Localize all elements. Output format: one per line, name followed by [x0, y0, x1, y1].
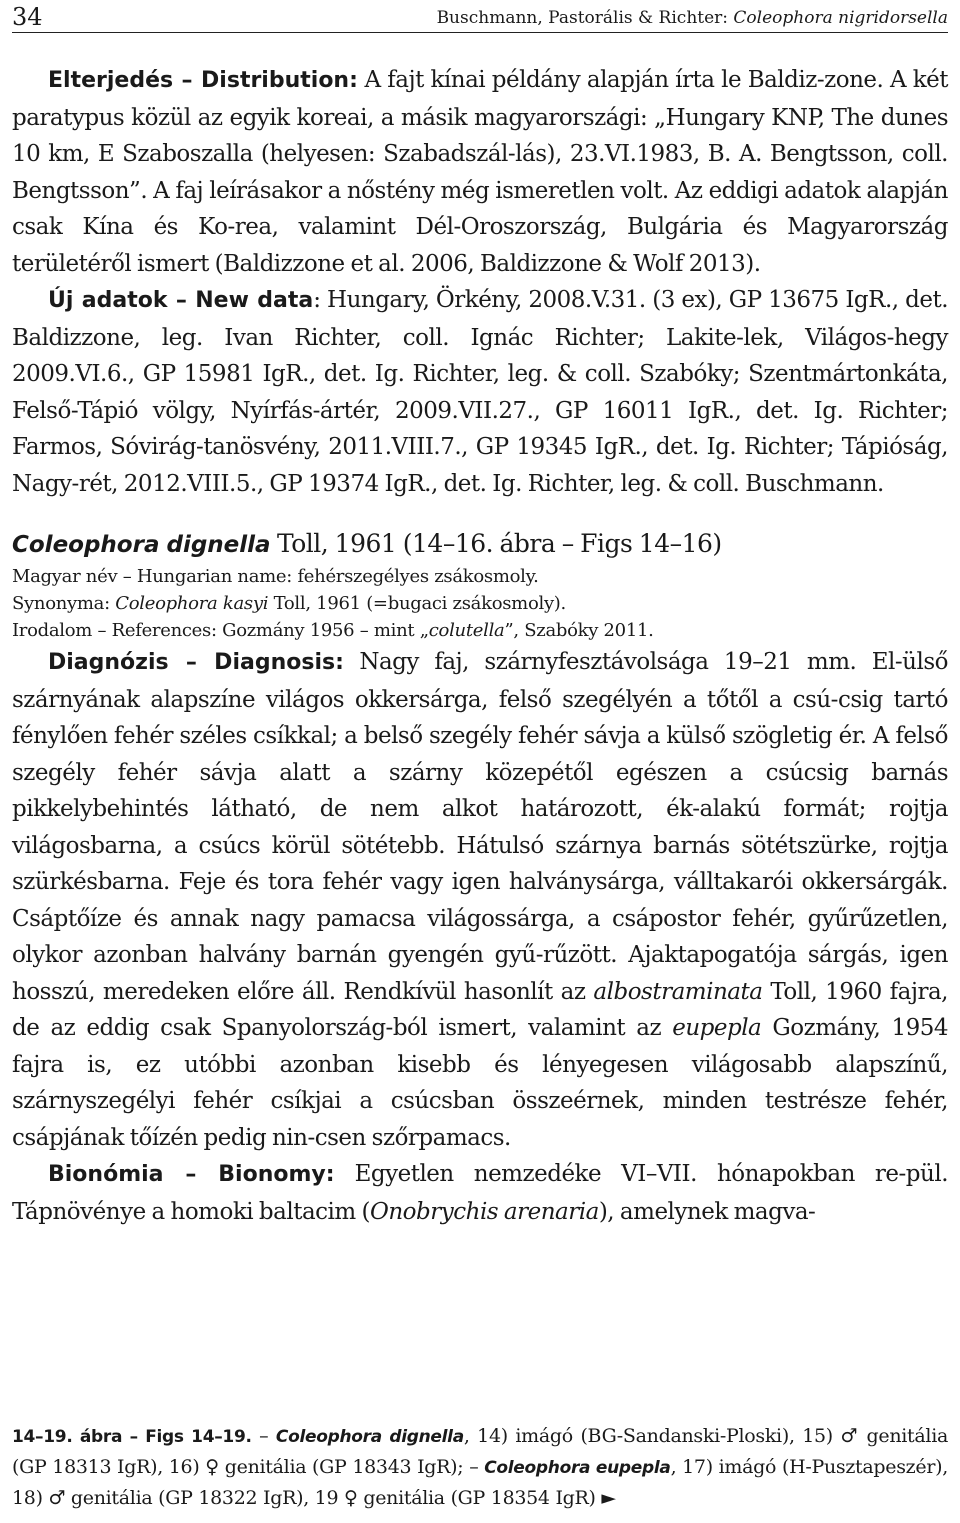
running-head: [437, 6, 948, 30]
distribution-paragraph: [12, 62, 948, 282]
references-line: [12, 617, 948, 644]
running-head-title: Coleophora nigridorsella: [733, 8, 948, 28]
new-data-text: : Hungary, Örkény, 2008.V.31. (3 ex), GP 13675 IgR., det. Baldizzone, leg. Ivan Richter, coll. Ignác Richter; Lakite-lek, Világos-hegy 2009.VI.6., GP 15981 IgR., det. Ig. Richter, leg. & coll. Szabóky; Szentmártonkáta, Felső-Tápió völgy, Nyírfás-ártér, 2009.VII.27., GP 16011 IgR., det. Ig. Richter; Farmos, Sóvirág-tanösvény, 2011.VIII.7., GP 19345 IgR., det. Ig. Richter; Tápióság, Nagy-rét, 2012.VIII.5., GP 19374 IgR., det. Ig. Richter, leg. & coll. Buschmann.: [12, 287, 949, 497]
caption-text-6: genitália (GP 18354 IgR): [357, 1487, 602, 1509]
bionomy-paragraph: [12, 1156, 948, 1230]
bionomy-italic: Onobrychis arenaria: [370, 1198, 599, 1225]
synonym-suffix: Toll, 1961 (=bugaci zsákosmoly).: [268, 593, 566, 614]
diagnosis-text-2: Toll, 1960 fajra, de az eddig csak Spanyolország-ból ismert, valamint az: [12, 978, 948, 1041]
bionomy-heading: Bionómia – Bionomy:: [48, 1162, 335, 1187]
female-symbol-icon: ♀: [344, 1487, 358, 1509]
species-name: Coleophora dignella: [12, 532, 271, 558]
female-symbol-icon: ♀: [205, 1456, 219, 1478]
hungarian-name-line: Magyar név – Hungarian name: fehérszegélyes zsákosmoly.: [12, 566, 539, 587]
caption-text-1: , 14) imágó (BG-Sandanski-Ploski), 15): [463, 1425, 841, 1447]
synonym-name: Coleophora kasyi: [115, 593, 269, 614]
new-data-heading: Új adatok – New data: [48, 288, 314, 313]
caption-text-3: genitália (GP 18343 IgR); –: [218, 1456, 485, 1478]
page-header: [12, 2, 948, 33]
references-prefix: Irodalom – References: Gozmány 1956 – mint „: [12, 620, 429, 641]
diagnosis-text-3: Gozmány, 1954 fajra is, ez utóbbi azonban kisebb és lényegesen világosabb alapszínű, szárnyszegélyi fehér csíkjai a csúcsban összeérnek, minden testrésze fehér, csápjának tőízén pedig nin-csen szőrpamacs.: [12, 1015, 948, 1151]
caption-text-2: genitália (GP 18313 IgR), 16): [12, 1425, 949, 1478]
references-suffix: ”, Szabóky 2011.: [504, 620, 654, 641]
synonym-prefix: Synonyma:: [12, 593, 116, 614]
caption-figure-label: 14–19. ábra – Figs 14–19.: [12, 1427, 252, 1447]
diagnosis-heading: Diagnózis – Diagnosis:: [48, 650, 344, 675]
running-head-authors: Buschmann, Pastorális & Richter:: [436, 8, 734, 28]
diagnosis-italic-1: albostraminata: [593, 978, 763, 1005]
distribution-text: A fajt kínai példány alapján írta le Baldiz-zone. A két paratypus közül az egyik koreai, a másik magyarországi: „Hungary KNP, The dunes 10 km, E Szaboszalla (helyesen: Szabadszál-lás), 23.VI.1983, B. A. Bengtsson, coll. Bengtsson”. A faj leírásakor a nőstény még ismeretlen volt. Az eddigi adatok alapján csak Kína és Ko-rea, valamint Dél-Oroszország, Bulgária és Magyarország területéről ismert (Baldizzone et al. 2006, Baldizzone & Wolf 2013).: [12, 67, 948, 277]
diagnosis-text-1: Nagy faj, szárnyfesztávolsága 19–21 mm. El-ülső szárnyának alapszíne világos okkersárga, felső szegélyén a tőtől a csú-csig tartó fénylően fehér széles csíkkal; a belső szegély fehér sávja a külső szögletig ér. A felső szegély fehér sávja alatt a szárny közepétől egészen a csúcsig barnás pikkelybehintés látható, de nem alkot határozott, ék-alakú formát; rojtja világosbarna, a csúcs körül sötétebb. Hátulsó szárnya barnás sötétszürke, rojtja szürkésbarna. Feje és tora fehér vagy igen halványsárga, válltakarói okkersárgák. Csáptőíze és annak nagy pamacsa világossárga, a csápostor fehér, gyűrűzetlen, olykor azonban halvány barnán gyengén gyű-rűzött. Ajaktapogatója sárgás, igen hosszú, meredeken előre áll. Rendkívül hasonlít az: [12, 649, 948, 1005]
male-symbol-icon: ♂: [48, 1487, 66, 1509]
references-italic: colutella: [428, 620, 505, 641]
synonym-line: [12, 590, 948, 617]
diagnosis-paragraph: [12, 644, 948, 1156]
caption-species-2: Coleophora eupepla: [484, 1458, 671, 1478]
diagnosis-italic-2: eupepla: [672, 1015, 762, 1041]
bionomy-text-2: ), amelynek magva-: [598, 1198, 816, 1225]
section-gap: [12, 502, 948, 526]
bionomy-text-1: Egyetlen nemzedéke VI–VII. hónapokban re-pül. Tápnövénye a homoki baltacim (: [12, 1161, 949, 1225]
caption-dash: –: [251, 1425, 276, 1447]
caption-text-5: genitália (GP 18322 IgR), 19: [65, 1487, 344, 1509]
distribution-heading: Elterjedés – Distribution:: [48, 68, 358, 93]
caption-species-1: Coleophora dignella: [275, 1427, 464, 1447]
new-data-paragraph: [12, 282, 948, 502]
continue-arrow-icon: ►: [601, 1487, 616, 1509]
figure-caption: [12, 1421, 948, 1513]
species-author: Toll, 1961 (14–16. ábra – Figs 14–16): [270, 529, 722, 558]
main-text: [12, 62, 948, 1230]
male-symbol-icon: ♂: [840, 1425, 859, 1447]
species-heading: [12, 526, 948, 563]
page-number: 34: [12, 3, 43, 31]
caption-text-4: , 17) imágó (H-Pusztapeszér), 18): [12, 1456, 948, 1509]
